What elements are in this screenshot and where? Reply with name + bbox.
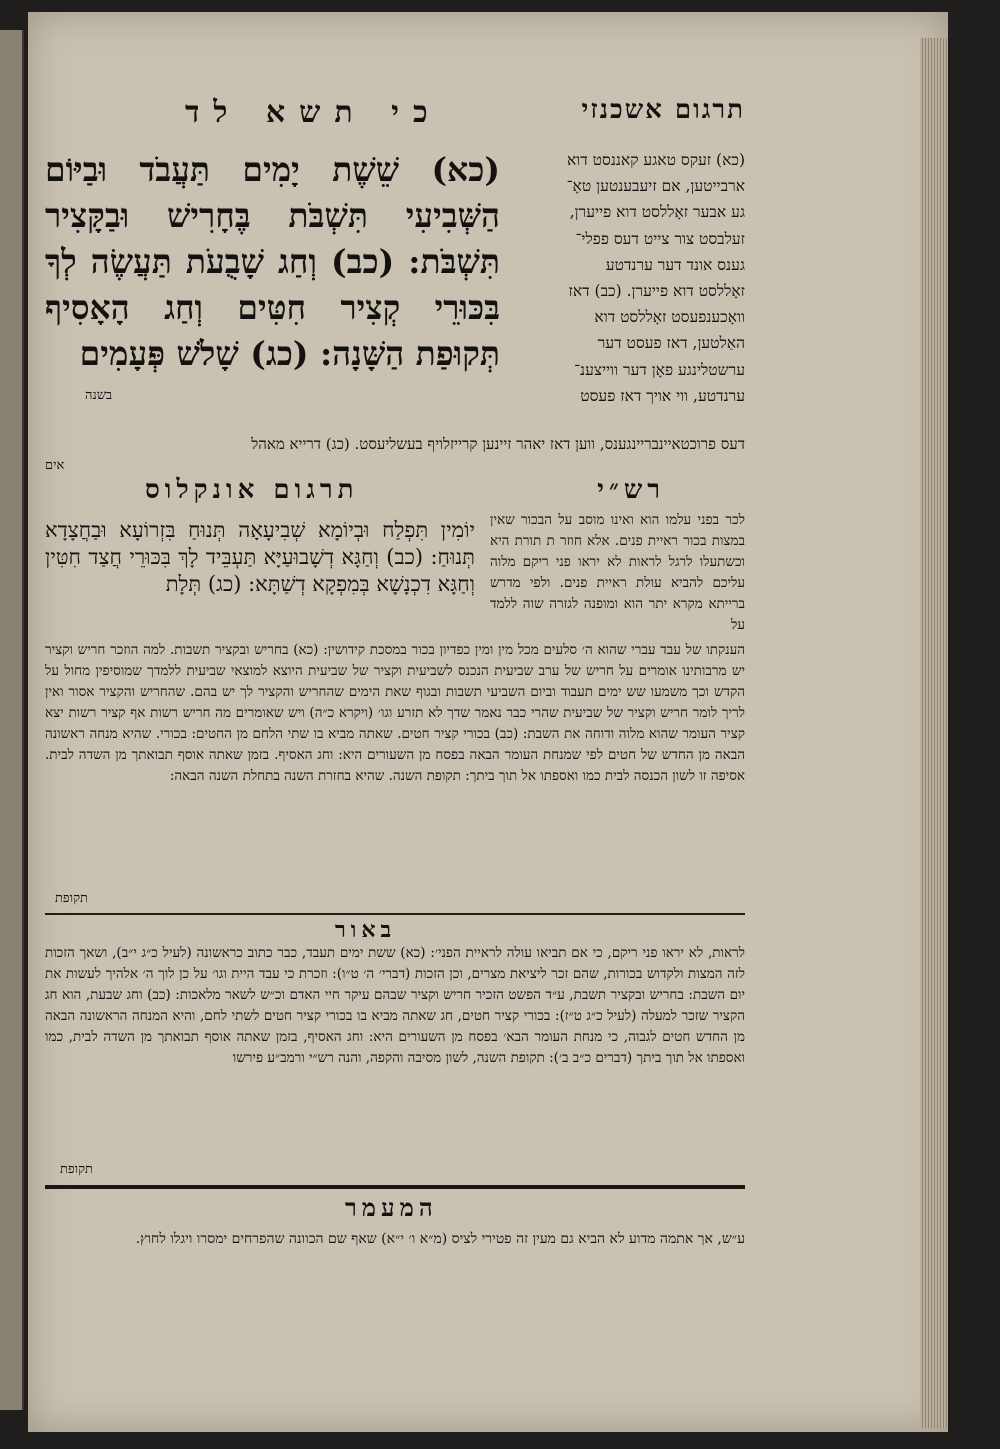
- targum-line: וואָכענפעסט זאָללסט דוא: [594, 308, 745, 327]
- page-header: [45, 95, 745, 135]
- page-content: [45, 95, 745, 1325]
- rashi-full-width-text: הענקתו של עבד עברי שהוא ה׳ סלעים מכל מין ומין כפדיון בכור במסכת קידושין: (כא) בחריש ובקציר תשבות. למה הוזכר חריש וקציר יש מרבותינו אומרים על חריש של ערב שביעית הנכנס לשביעית וקציר של שביעית היוצא למוצאי שביעית ללמדך שמוסיפין מחול על הקדש וכך משמעו שש ימים תעבוד וביום השביעי תשבות ובגוף שאת הימים שהחריש והקציר לך יש בהם. שהחריש והקציר אסור ואין לריך לומר חריש וקציר של שביעית שהרי כבר נאמר שדך לא תזרע וגו׳ (ויקרא כ״ה) ויש שאומרים מה חריש רשות אף קציר רשות יצא קציר העומר שהוא מלוה ודוחה את השבת: (כב) בכורי קציר חטים. שאתה מביא בו שתי הלחם מן החטים: בכורי. שהיא מנחה ראשונה הבאה מן החדש של חטים לפי שמנחת העומר הבאה בפסח מן השעורים היא: וחג האסיף. בזמן שאתה אוסף תבואתך מן השדה לבית. אסיפה זו לשון הכנסה לבית כמו ואספתו אל תוך ביתך: תקופת השנה. שהיא בחזרת השנה בתחלת השנה הבאה:: [45, 642, 746, 784]
- header-targum-ashkenazi: תרגום אשכנזי: [581, 95, 745, 125]
- targum-line: (כא) זעקס טאגע קאננסט דוא: [566, 151, 745, 169]
- targum-ashkenazi-column: [515, 147, 745, 437]
- separator-rule: [45, 913, 745, 915]
- adjacent-page-edge: [0, 30, 24, 1410]
- rashi-catchword: תקופת: [55, 891, 88, 906]
- targum-line: גע אבער זאָללסט דוא פייערן,: [569, 203, 745, 222]
- hameamer-text: ע״ש, אך אתמה מדוע לא הביא גם מעין זה פטירי לציס (מ״א ו׳ י״א) שאף שם הכוונה שהפרחים ימסרו ויגלו לחוץ.: [135, 1231, 745, 1247]
- targum-line: זאָללסט דוא פייערן. (כב) דאז: [568, 282, 745, 301]
- onkelos-column: יוֹמִין תִּפְלַח וּבְיוֹמָא שְׁבִיעָאָה תְּנוּחַ בִּזְרוֹעָא וּבַחֲצָדָא תְּנוּחַ: (כב) וְחַגָּא דְשָׁבוּעַיָּא תַּעְבֵּיד לָךְ בִּכּוּרֵי חֲצַד חִטִּין וְחַגָּא דִכְנָשָׁא בְּמִפְקָא דְשַׁתָּא: (כג) תְּלָת: [45, 518, 475, 596]
- rashi-column: לכר בפני עלמו הוא ואינו מוסב על הבכור שאין במצות בכור ראיית פנים. אלא חוזר ת תורת היא וכשתעלו לרגל לראות לא יראו פני ריקם מלוה עליכם להביא עולת ראיית פנים. ולפי מדרש ברייתא מקרא יתר הוא ומופנה לגזרה שוה ללמד על: [490, 512, 745, 633]
- targum-line: זעלבסט צור צייט דעס פפלי־: [575, 229, 745, 248]
- beur-title: באור: [335, 917, 397, 943]
- targum-ashkenazi-full-line: דעס פרוכטאיינבריינגענס, ווען דאז יאהר זיינען קרייזלויף בעשליעסט. (כג) דרייא מאהל: [251, 435, 745, 453]
- verse-catchword: בשנה: [85, 388, 113, 403]
- beur-text: לראות, לא יראו פני ריקם, כי אם תביאו עולה לראיית הפני׳: (כא) ששת ימים תעבד, כבר כתוב כראשונה (לעיל כ״ג י״ב), ושאך הזכות לזה המצות ולקדוש בכורות, שהם זכר ליציאת מצרים, וכן הזכות (דברי׳ ה׳ ט״ו): וזכרת כי עבד היית וגו׳ על כן לוך ה׳ אלהיך לעשות את יום השבת: בחריש ובקציר תשבת, ע״ד הפשט הזכיר חריש וקציר שבהם עיקר חיי האדם וכ״ש לשאר מלאכות: (כב) וחג שבעת, הוא חג הקציר שזכר למעלה (לעיל כ״ג ט״ז): בכורי קציר חטים, חג שאתה מביא בו בכורי קציר חטים לשתי לחם, והיא המנחה הראשונה הבאה מן החדש חטים לגבוה, כי מנחת העומר הבא׳ בפסח מן השעורים היא: וחג האסיף, בזמן שאתה אוסף תבואתך מן השדה לבית, כמו ואספתו אל תוך ביתך (דברים כ״ב ב׳): תקופת השנה, לשון מסיבה והקפה, והנה רש״י ורמב״ע פירשו: [45, 945, 745, 1066]
- header-parsha-title: כי תשא לד: [185, 95, 442, 130]
- targum-line: ערשטלינגע פאָן דער ווייצענ־: [574, 360, 745, 379]
- torah-verse-text: (כא) שֵׁשֶׁת יָמִים תַּעֲבֹד וּבַיּוֹם הַשְּׁבִיעִי תִּשְׁבֹּת בֶּחָרִישׁ וּבַקָּצִיר תִּשְׁבֹּת: (כב) וְחַג שָׁבֻעֹת תַּעֲשֶׂה לְךָ בִּכּוּרֵי קְצִיר חִטִּים וְחַג הָאָסִיף תְּקוּפַת הַשָּׁנָה: (כג) שָׁלֹשׁ פְּעָמִים: [45, 150, 500, 373]
- targum-catchword: אים: [45, 458, 65, 473]
- targum-line: ארבייטען, אם זיעבענטען טאָ־: [566, 177, 745, 196]
- targum-line: האַלטען, דאז פעסט דער: [597, 334, 745, 353]
- onkelos-title: תרגום אונקלוס: [145, 475, 359, 505]
- targum-line: ערנדטע, ווי אויך דאז פעסט: [580, 386, 745, 405]
- rashi-title: רש״י: [597, 475, 665, 505]
- page-edges: [920, 38, 948, 1428]
- targum-line: גענס אונד דער ערנדטע: [605, 255, 745, 274]
- hameamer-title: המעמר: [345, 1193, 438, 1222]
- separator-thick-rule: [45, 1185, 745, 1189]
- beur-catchword: תקופת: [60, 1162, 93, 1177]
